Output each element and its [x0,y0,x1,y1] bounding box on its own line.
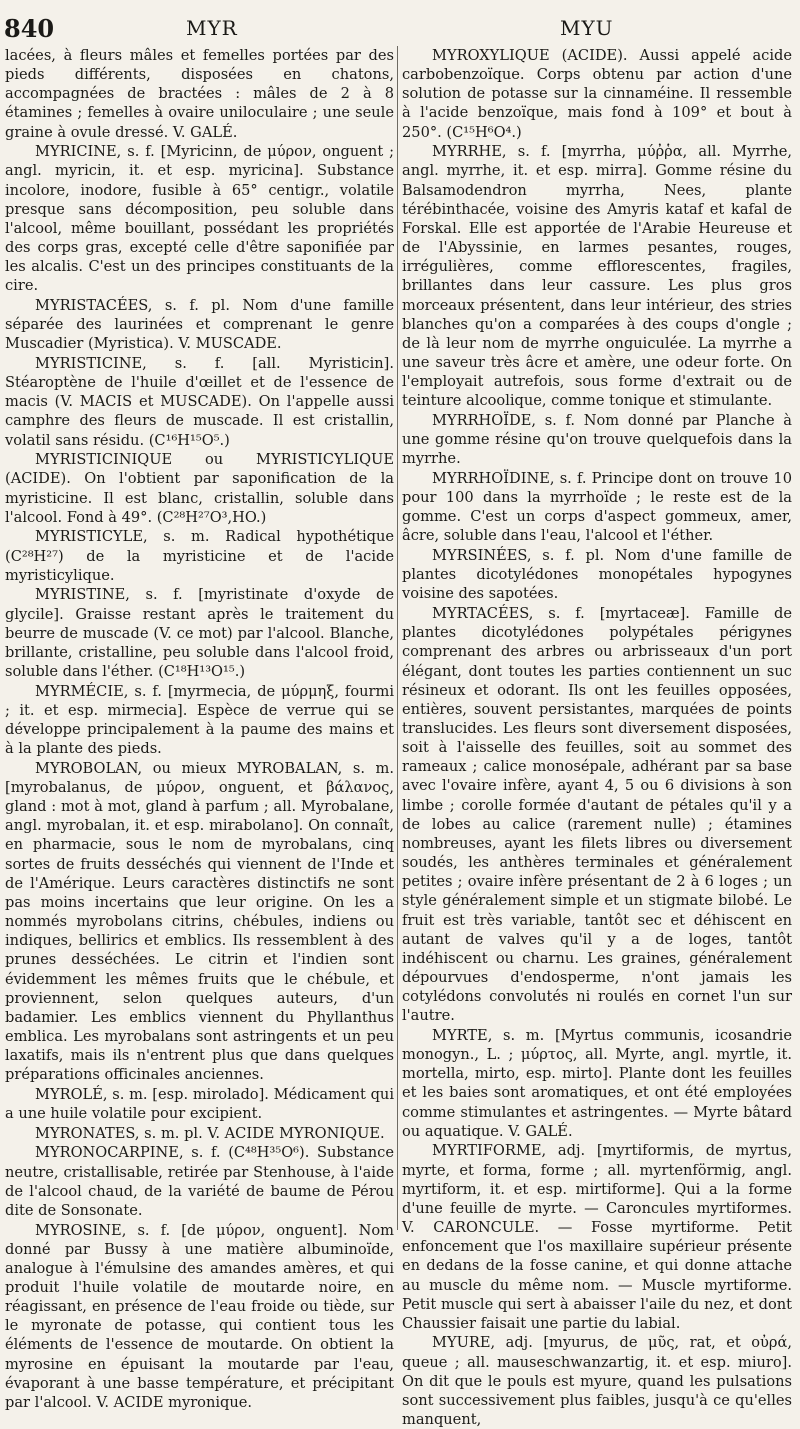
entry-paragraph: MYRONOCARPINE, s. f. (C⁴⁸H³⁵O⁶). Substance neutre, cristallisable, retirée par Stenhouse, à l'aide de l'alcool chaud, de la variété de baume de Pérou dite de Sonsonate. [5,1144,394,1219]
page-number: 840 [4,14,55,43]
entry-paragraph: MYRTE, s. m. [Myrtus communis, icosandrie monogyn., L. ; μύρτος, all. Myrte, angl. myrtle, it. mortella, mirto, esp. mirto]. Plante dont les feuilles et les baies sont aromatiques, et ont été employées comme stimulantes et astringentes. — Myrte bâtard ou aquatique. V. GALÉ. [402,1026,792,1140]
left-column [5,46,394,1411]
entry-paragraph: MYRISTICYLE, s. m. Radical hypothétique (C²⁸H²⁷) de la myristicine et de l'acide myristicylique. [5,528,394,584]
entry-paragraph: MYRISTACÉES, s. f. pl. Nom d'une famille séparée des laurinées et comprenant le genre Muscadier (Myristica). V. MUSCADE. [5,297,394,353]
entry-paragraph: MYRMÉCIE, s. f. [myrmecia, de μύρμηξ, fourmi ; it. et esp. mirmecia]. Espèce de verrue qui se développe principalement à la paume des mains et à la plante des pieds. [5,682,394,758]
right-running-head: MYU [560,16,614,40]
entry-paragraph: MYRISTICINE, s. f. [all. Myristicin]. Stéaroptène de l'huile d'œillet et de l'essence de macis (V. MACIS et MUSCADE). On l'appelle aussi camphre des fleurs de muscade. Il est cristallin, volatil sans résidu. (C¹⁶H¹⁵O⁵.) [5,355,394,449]
running-header [0,14,800,46]
entry-paragraph: MYRONATES, s. m. pl. V. ACIDE MYRONIQUE. [35,1124,385,1142]
entry-paragraph: MYRISTINE, s. f. [myristinate d'oxyde de glycile]. Graisse restant après le traitement du beurre de muscade (V. ce mot) par l'alcool. Blanche, brillante, cristalline, peu soluble dans l'alcool froid, soluble dans l'éther. (C¹⁸H¹³O¹⁵.) [5,586,394,680]
entry-paragraph: MYROLÉ, s. m. [esp. mirolado]. Médicament qui a une huile volatile pour excipient. [5,1085,394,1123]
entry-paragraph: MYRTIFORME, adj. [myrtiformis, de myrtus, myrte, et forma, forme ; all. myrtenförmig, angl. myrtiform, it. et esp. mirtiforme]. Qui a la forme d'une feuille de myrte. — Caroncules myrtiformes. V. CARONCULE. — Fosse myrtiforme. Petit enfoncement que l'os maxillaire supérieur présente en dedans de la fosse canine, et qui donne attache au muscle du même nom. — Muscle myrtiforme. Petit muscle qui sert à abaisser l'aile du nez, et dont Chaussier faisait une partie du labial. [402,1142,792,1332]
entry-paragraph: MYROXYLIQUE (ACIDE). Aussi appelé acide carbobenzoïque. Corps obtenu par action d'une solution de potasse sur la cinnaméine. Il ressemble à l'acide benzoïque, mais fond à 109° et bout à 250°. (C¹⁵H⁶O⁴.) [402,47,792,141]
entry-paragraph: MYRTACÉES, s. f. [myrtaceæ]. Famille de plantes dicotylédones polypétales périgynes comprenant des arbres ou arbrisseaux d'un port élégant, dont toutes les parties contiennent un suc résineux et odorant. Ils ont les feuilles opposées, entières, souvent persistantes, marquées de points translucides. Les fleurs sont diversement disposées, soit à l'aisselle des feuilles, soit au sommet des rameaux ; calice monosépale, adhérant par sa base avec l'ovaire infère, ayant 4, 5 ou 6 divisions à son limbe ; corolle formée d'autant de pétales qu'il y a de lobes au calice (rarement nulle) ; étamines nombreuses, ayant les filets libres ou diversement soudés, les anthères terminales et généralement petites ; ovaire infère présentant de 2 à 6 loges ; un style généralement simple et un stigmate bilobé. Le fruit est très variable, tantôt sec et déhiscent en autant de valves qu'il y a de loges, tantôt indéhiscent ou charnu. Les graines, généralement dépourvues d'endosperme, n'ont jamais les cotylédons convolutés ni roulés en cornet l'un sur l'autre. [402,605,792,1025]
entry-paragraph: MYRISTICINIQUE ou MYRISTICYLIQUE (ACIDE). On l'obtient par saponification de la myristicine. Il est blanc, cristallin, soluble dans l'alcool. Fond à 49°. (C²⁸H²⁷O³,HO.) [5,451,394,526]
entry-paragraph: MYRRHE, s. f. [myrrha, μύῤῥα, all. Myrrhe, angl. myrrhe, it. et esp. mirra]. Gomme résine du Balsamodendron myrrha, Nees, plante térébinthacée, voisine des Amyris kataf et kafal de Forskal. Elle est apportée de l'Arabie Heureuse et de l'Abyssinie, en larmes pesantes, rouges, irrégulières, comme efflorescentes, fragiles, brillantes dans leur cassure. Les plus gros morceaux présentent, dans leur intérieur, des stries blanches qu'on a comparées à des coups d'ongle ; de là leur nom de myrrhe onguiculée. La myrrhe a une saveur très âcre et amère, une odeur forte. On l'employait autrefois, sous forme d'extrait ou de teinture alcoolique, comme tonique et stimulante. [402,143,792,410]
entry-paragraph: MYRICINE, s. f. [Myricinn, de μύρον, onguent ; angl. myricin, it. et esp. myricina]. Substance incolore, inodore, fusible à 65° centigr., volatile presque sans décomposition, peu soluble dans l'alcool, même bouillant, possédant les propriétés des corps gras, excepté celle d'être saponifiée par les alcalis. C'est un des principes constituants de la cire. [5,143,394,295]
column-divider [397,46,398,1230]
right-column [402,46,792,1429]
entry-paragraph: MYRRHOÏDINE, s. f. Principe dont on trouve 10 pour 100 dans la myrrhoïde ; le reste est de la gomme. C'est un corps d'aspect gommeux, amer, âcre, soluble dans l'eau, l'alcool et l'éther. [402,469,792,545]
entry-paragraph: MYRRHOÏDE, s. f. Nom donné par Planche à une gomme résine qu'on trouve quelquefois dans la myrrhe. [402,411,792,468]
entry-paragraph: MYRSINÉES, s. f. pl. Nom d'une famille de plantes dicotylédones monopétales hypogynes voisine des sapotées. [402,547,792,603]
entry-paragraph: lacées, à fleurs mâles et femelles portées par des pieds différents, disposées en chatons, accompagnées de bractées : mâles de 2 à 8 étamines ; femelles à ovaire uniloculaire ; une seule graine à ovule dressé. V. GALÉ. [5,47,394,141]
entry-paragraph: MYURE, adj. [myurus, de μῦς, rat, et οὐρά, queue ; all. mauseschwanzartig, it. et esp. miuro]. On dit que le pouls est myure, quand les pulsations sont successivement plus faibles, jusqu'à ce qu'elles manquent, [402,1334,792,1429]
left-running-head: MYR [186,16,238,40]
entry-paragraph: MYROSINE, s. f. [de μύρον, onguent]. Nom donné par Bussy à une matière albuminoïde, analogue à l'émulsine des amandes amères, et qui produit l'huile volatile de moutarde noire, en réagissant, en présence de l'eau froide ou tiède, sur le myronate de potasse, qui contient tous les éléments de l'essence de moutarde. On obtient la myrosine en épuisant la moutarde par l'eau, évaporant à une basse température, et précipitant par l'alcool. V. ACIDE myronique. [5,1221,394,1411]
entry-paragraph: MYROBOLAN, ou mieux MYROBALAN, s. m. [myrobalanus, de μύρον, onguent, et βάλανος, gland : mot à mot, gland à parfum ; all. Myrobalane, angl. myrobalan, it. et esp. mirabolano]. On connaît, en pharmacie, sous le nom de myrobalans, cinq sortes de fruits desséchés qui viennent de l'Inde et de l'Amérique. Leurs caractères distinctifs ne sont pas moins incertains que leur origine. On les a nommés myrobolans citrins, chébules, indiens ou indiques, bellirics et emblics. Ils ressemblent à des prunes desséchées. Le citrin et l'indien sont évidemment les mêmes fruits que le chébule, et proviennent, selon quelques auteurs, d'un badamier. Les emblics viennent du Phyllanthus emblica. Les myrobalans sont astringents et un peu laxatifs, mais ils n'entrent plus que dans quelques préparations officinales anciennes. [5,759,394,1084]
